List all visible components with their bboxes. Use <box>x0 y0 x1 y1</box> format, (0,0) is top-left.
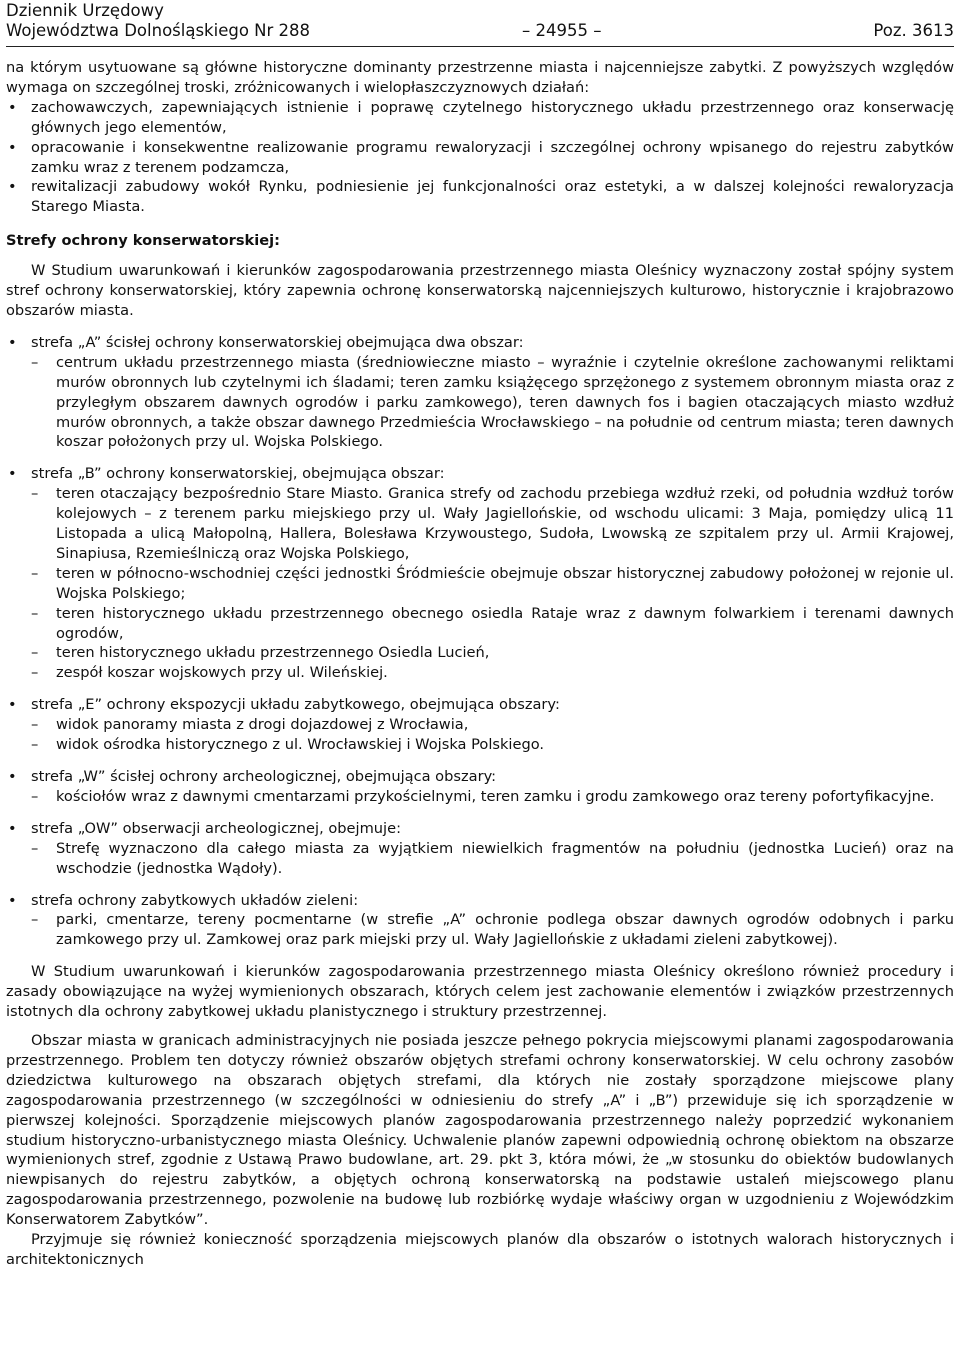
zone-item: – centrum układu przestrzennego miasta (średniowieczne miasto – wyraźnie i czytelnie określone zachowanymi reliktami murów obronnych lub czytelnymi ich śladami; teren zamku książęcego sprzężonego z systemem obronnym miasta oraz z przyległym obszarem dawnych ogrodów i parku zamkowego), teren dawnych fos i bagien otaczających miasto wzdłuż murów obronnych, a także obszar dawnego Przedmieścia Wrocławskiego – na południe od centrum miasta; teren dawnych koszar położonych przy ul. Wojska Polskiego. <box>6 353 954 453</box>
closing-paragraph: Obszar miasta w granicach administracyjnych nie posiada jeszcze pełnego pokrycia miejscowymi planami zagospodarowania przestrzennego. Problem ten dotyczy również obszarów objętych strefami ochrony konserwatorskiej. W celu ochrony zasobów dziedzictwa kulturowego na obszarach objętych strefami, dla których nie zostały sporządzone miejscowe plany zagospodarowania przestrzennego (w szczególności w odniesieniu do strefy „A” i „B”) przewiduje się ich sporządzenie w pierwszej kolejności. Sporządzenie miejscowych planów zagospodarowania przestrzennego należy poprzedzić wykonaniem studium historyczno-urbanistycznego miasta Oleśnicy. Uchwalenie planów zapewni odpowiednią ochronę obiektom na obszarze wymienionych stref, zgodnie z Ustawą Prawo budowlane, art. 29. pkt 3, która mówi, że „w stosunku do obiektów budowlanych niewpisanych do rejestru zabytków, a objętych ochroną konserwatorską na podstawie ustaleń miejscowego planu zagospodarowania przestrzennego, pozwolenie na budowę lub rozbiórkę wydaje właściwy organ w uzgodnieniu z Wojewódzkim Konserwatorem Zabytków”. <box>6 1031 954 1229</box>
zone-title: • strefa „W” ścisłej ochrony archeologicznej, obejmująca obszary: <box>6 767 954 787</box>
zone-item: – widok ośrodka historycznego z ul. Wrocławskiej i Wojska Polskiego. <box>6 735 954 755</box>
document-body <box>6 58 954 1270</box>
section-heading: Strefy ochrony konserwatorskiej: <box>6 232 280 250</box>
zone-item: – parki, cmentarze, tereny pocmentarne (w strefie „A” ochronie podlega obszar dawnych ogrodów odobnych i parku zamkowego przy ul. Zamkowej oraz park miejski przy ul. Wały Jagiellońskie z układami zieleni zabytkowej). <box>6 910 954 950</box>
intro-bullet: • zachowawczych, zapewniających istnienie i poprawę czytelnego historycznego układu przestrzennego oraz konserwację głównych jego elementów, <box>6 98 954 138</box>
closing-paragraph: W Studium uwarunkowań i kierunków zagospodarowania przestrzennego miasta Oleśnicy określono również procedury i zasady obowiązujące na wyżej wymienionych obszarach, których celem jest zachowanie elementów i związków przestrzennych istotnych dla ochrony zabytkowej układu planistycznego i struktury przestrzennej. <box>6 963 954 1021</box>
publication-title: Dziennik Urzędowy <box>6 1 164 20</box>
zone-title: • strefa „OW” obserwacji archeologicznej, obejmuje: <box>6 819 954 839</box>
closing-paragraph: Przyjmuje się również konieczność sporządzenia miejscowych planów dla obszarów o istotnych walorach historycznych i architektonicznych <box>6 1231 954 1268</box>
publication-subtitle: Województwa Dolnośląskiego Nr 288 <box>6 21 311 40</box>
zone-title: • strefa „E” ochrony ekspozycji układu zabytkowego, obejmująca obszary: <box>6 695 954 715</box>
zone-item: – zespół koszar wojskowych przy ul. Wileńskiej. <box>6 663 954 683</box>
zone-title: • strefa „A” ścisłej ochrony konserwatorskiej obejmująca dwa obszar: <box>6 333 954 353</box>
position-number: Poz. 3613 <box>873 21 954 40</box>
zone-title: • strefa ochrony zabytkowych układów zieleni: <box>6 891 954 911</box>
zone-item: – teren historycznego układu przestrzennego obecnego osiedla Rataje wraz z dawnym folwarkiem i terenami dawnych ogrodów, <box>6 604 954 644</box>
zone-item: – kościołów wraz z dawnymi cmentarzami przykościelnymi, teren zamku i grodu zamkowego oraz tereny pofortyfikacyjne. <box>6 787 954 807</box>
publication-line <box>6 21 954 41</box>
zone-item: – Strefę wyznaczono dla całego miasta za wyjątkiem niewielkich fragmentów na południu (jednostka Lucień) oraz na wschodzie (jednostka Wądoły). <box>6 839 954 879</box>
section-intro: W Studium uwarunkowań i kierunków zagospodarowania przestrzennego miasta Oleśnicy wyznaczony został spójny system stref ochrony konserwatorskiej, który zapewnia ochronę konserwatorską najcenniejszych kulturowo, historycznie i krajobrazowo obszarów miasta. <box>6 262 954 319</box>
header-divider <box>6 46 954 47</box>
zone-title: • strefa „B” ochrony konserwatorskiej, obejmująca obszar: <box>6 464 954 484</box>
zone-item: – teren w północno-wschodniej części jednostki Śródmieście obejmuje obszar historycznej zabudowy położonej w rejonie ul. Wojska Polskiego; <box>6 564 954 604</box>
intro-paragraph: na którym usytuowane są główne historyczne dominanty przestrzenne miasta i najcenniejsze zabytki. Z powyższych względów wymaga on szczególnej troski, zróżnicowanych i wielopłaszczyznowych działań: <box>6 59 954 96</box>
page-header <box>6 0 954 46</box>
zone-item: – teren historycznego układu przestrzennego Osiedla Lucień, <box>6 643 954 663</box>
zone-item: – teren otaczający bezpośrednio Stare Miasto. Granica strefy od zachodu przebiega wzdłuż rzeki, od południa wzdłuż torów kolejowych – z terenem parku miejskiego przy ul. Wały Jagiellońskie, od wschodu ulicami: 3 Maja, pomiędzy ulicą 11 Listopada a ulicą Małopolną, Hallera, Bolesława Krzywoustego, Sudoła, Lwowską ze szpitalem przy ul. Armii Krajowej, Sinapiusa, Rzemieślniczą oraz Wojska Polskiego, <box>6 484 954 564</box>
zone-item: – widok panoramy miasta z drogi dojazdowej z Wrocławia, <box>6 715 954 735</box>
page-number: – 24955 – <box>521 21 602 40</box>
intro-bullet: • rewitalizacji zabudowy wokół Rynku, podniesienie jej funkcjonalności oraz estetyki, a w dalszej kolejności rewaloryzacja Starego Miasta. <box>6 177 954 217</box>
intro-bullet: • opracowanie i konsekwentne realizowanie programu rewaloryzacji i szczególnej ochrony wpisanego do rejestru zabytków zamku wraz z terenem podzamcza, <box>6 138 954 178</box>
